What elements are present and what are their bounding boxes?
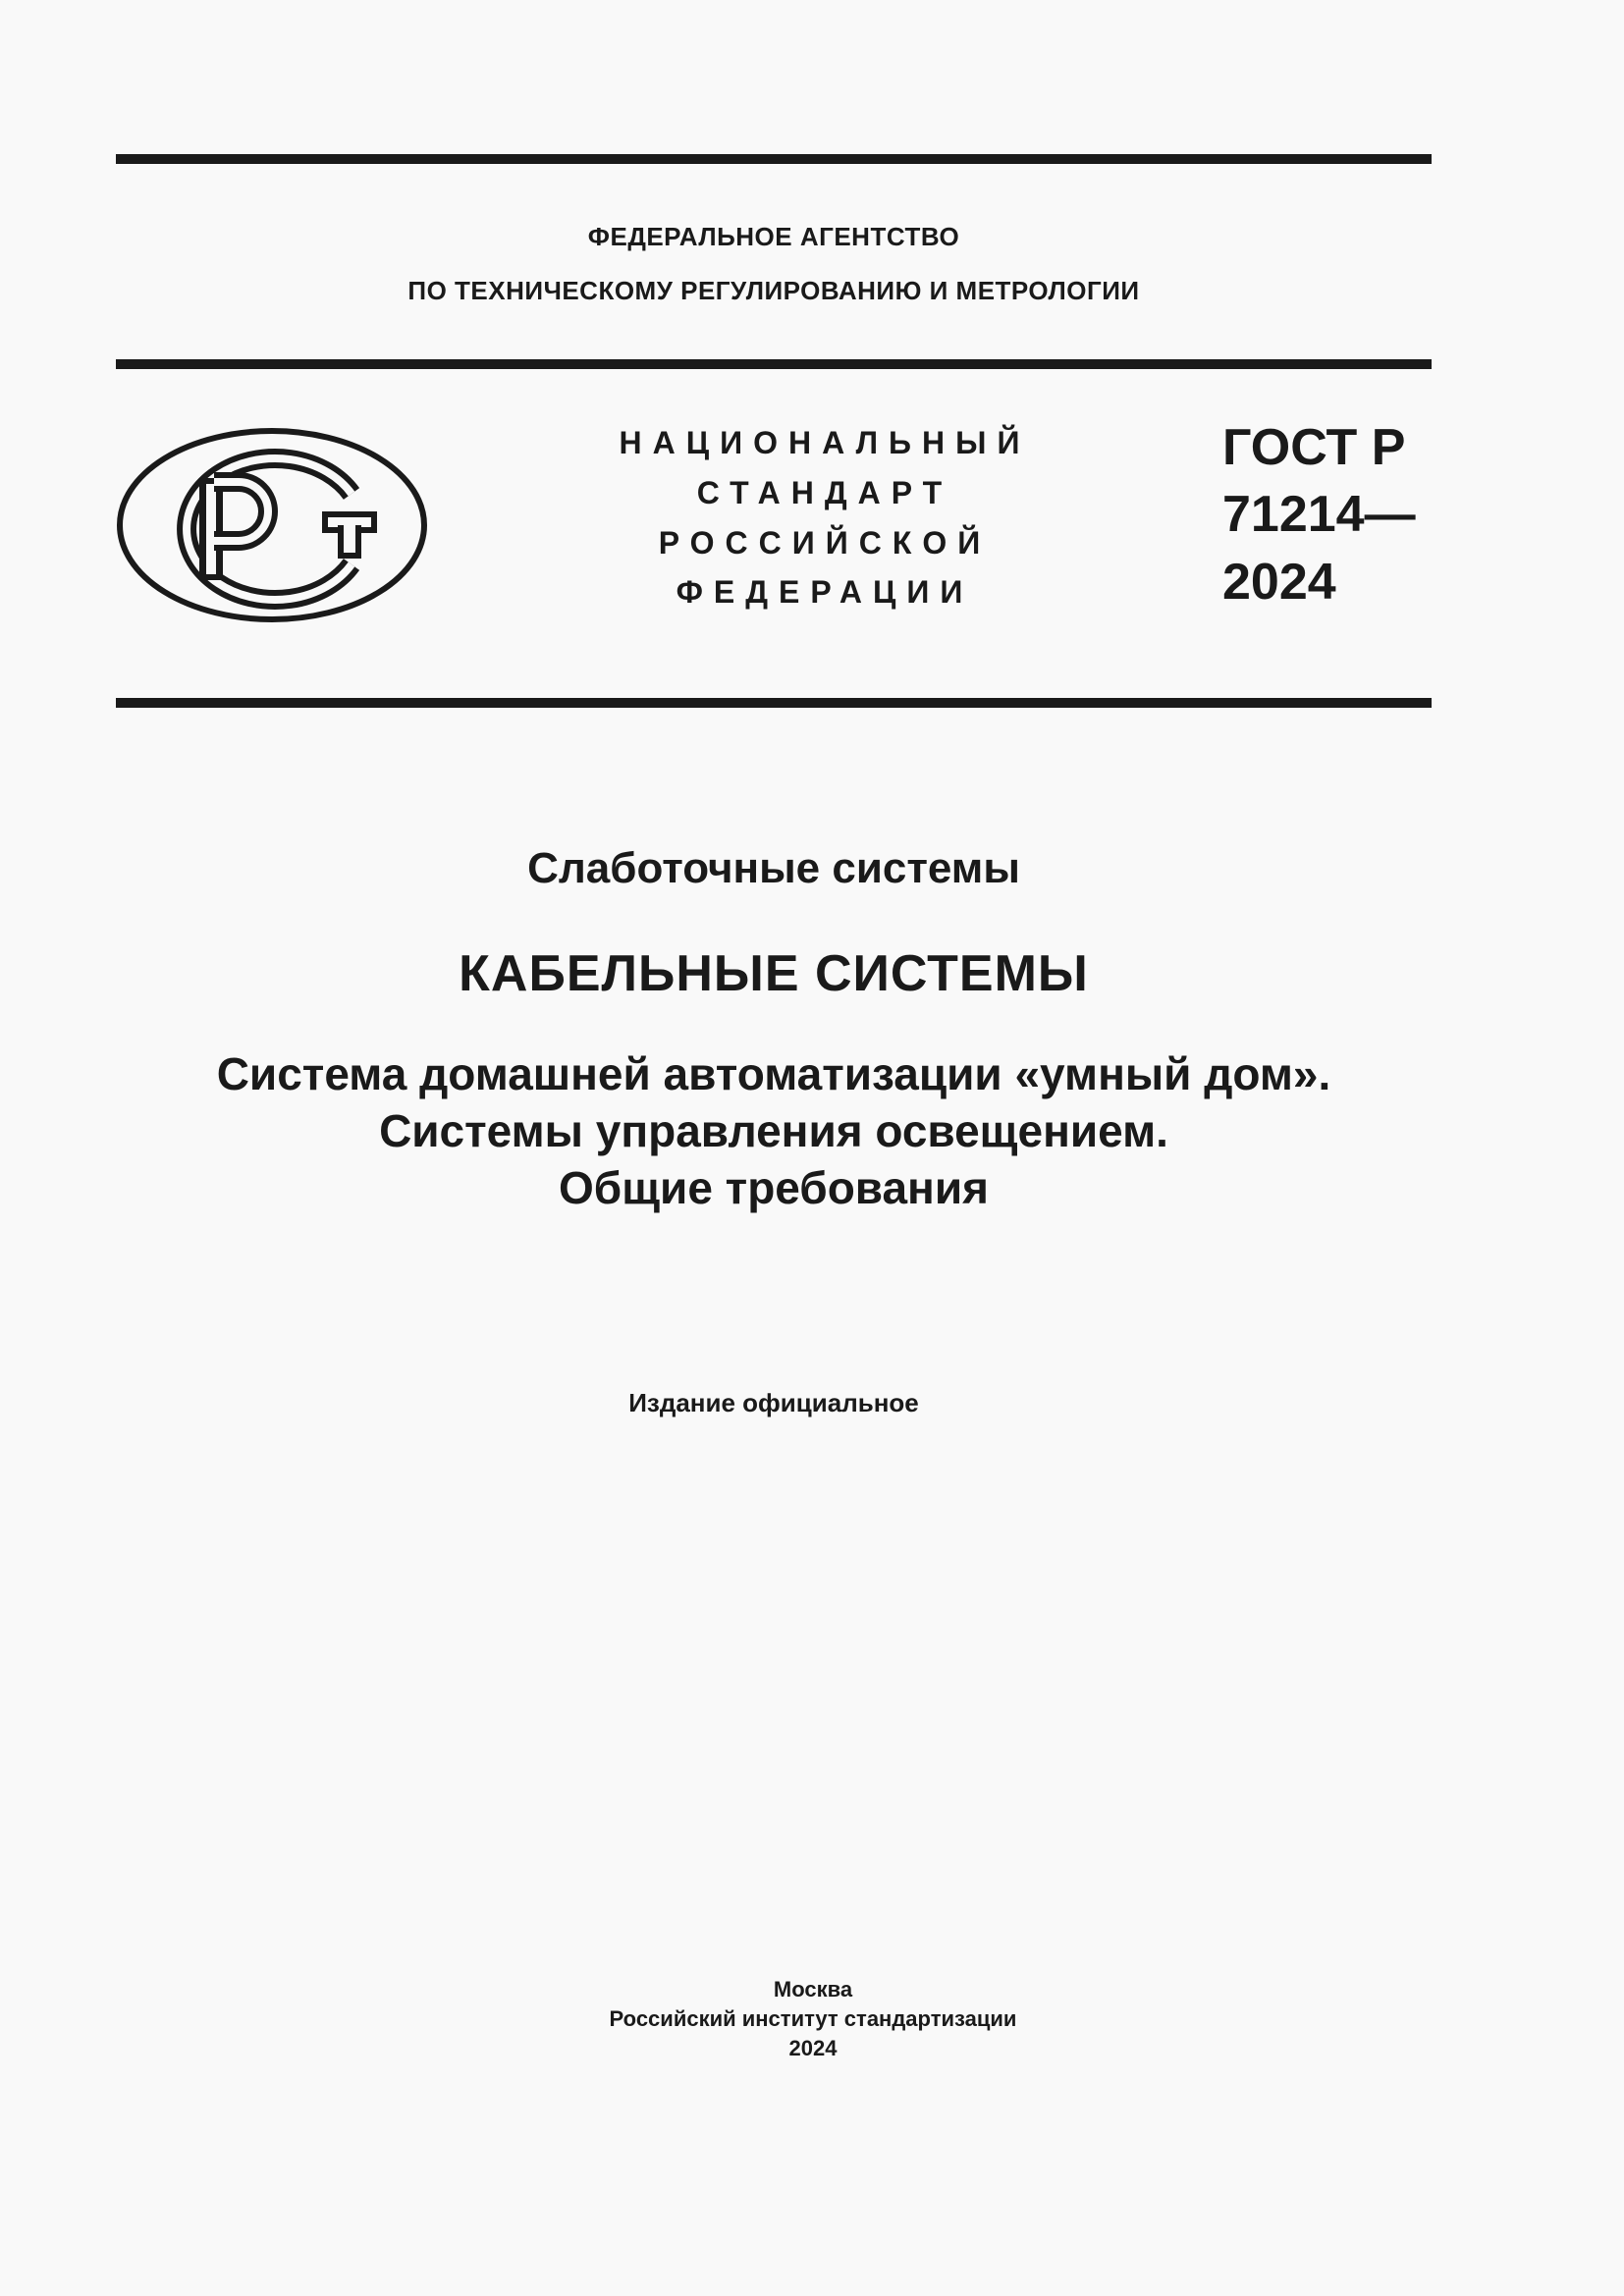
title-main: КАБЕЛЬНЫЕ СИСТЕМЫ [459,945,1089,1002]
standard-type-line-4: ФЕДЕРАЦИИ [676,574,974,610]
title-sub-line-1: Система домашней автоматизации «умный дом». [216,1048,1331,1099]
agency-line-1: ФЕДЕРАЛЬНОЕ АГЕНТСТВО [587,222,960,251]
edition-label: Издание официальное [628,1388,919,1417]
title-sub-line-3: Общие требования [559,1162,989,1213]
imprint-publisher: Российский институт стандартизации [609,2006,1017,2031]
designation-number: 71214— [1222,486,1416,543]
title-sub-line-2: Системы управления освещением. [379,1105,1168,1156]
top-rule [116,154,1432,164]
agency-line-2: ПО ТЕХНИЧЕСКОМУ РЕГУЛИРОВАНИЮ И МЕТРОЛОГИИ [407,276,1140,305]
rst-certification-mark-icon [116,427,428,623]
bottom-header-rule [116,698,1432,708]
header-rule [116,359,1432,369]
standard-type-line-3: РОССИЙСКОЙ [658,525,992,561]
standard-type-line-2: СТАНДАРТ [696,475,953,510]
imprint-year: 2024 [788,2036,838,2060]
designation-year: 2024 [1222,554,1336,611]
standard-type-line-1: НАЦИОНАЛЬНЫЙ [619,425,1031,460]
title-group: Слаботочные системы [527,844,1020,892]
designation-prefix: ГОСТ Р [1222,419,1406,476]
imprint-city: Москва [773,1977,853,2002]
